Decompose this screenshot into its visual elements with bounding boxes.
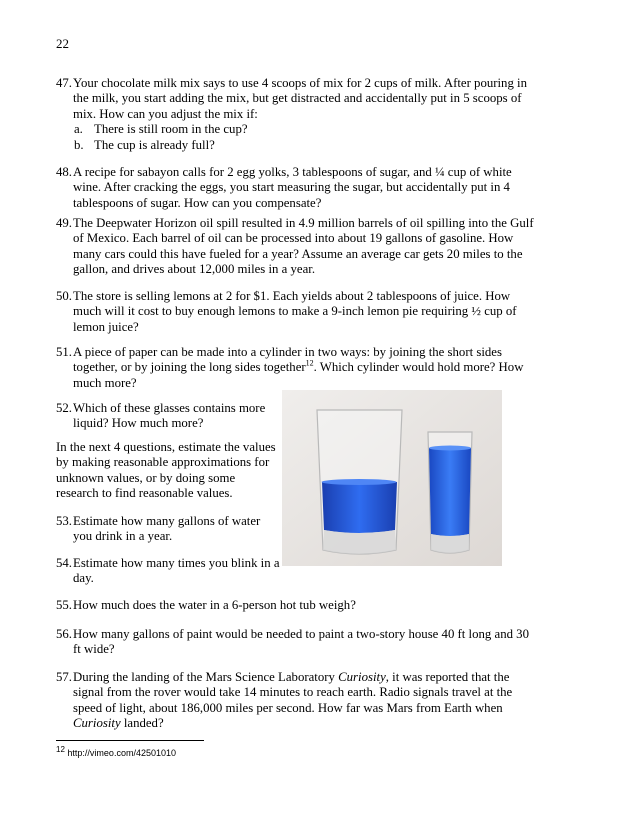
question-number: 48. bbox=[56, 165, 72, 179]
question-number: 47. bbox=[56, 76, 72, 90]
sub-label: b. bbox=[74, 137, 84, 152]
wide-glass-base bbox=[323, 530, 396, 554]
question-49 bbox=[56, 216, 536, 278]
instruction-text: In the next 4 questions, estimate the values by making reasonable approximations for unknown values, or by doing some research to find reasonable values. bbox=[56, 440, 276, 501]
footnote-rule bbox=[56, 740, 204, 741]
sub-label: a. bbox=[74, 122, 83, 137]
question-text: A recipe for sabayon calls for 2 egg yolks, 3 tablespoons of sugar, and ¼ cup of white wine. After cracking the eggs, you start measuring the sugar, but accidentally put in 4 tablespoons of sugar. How can you compensate? bbox=[73, 165, 512, 210]
question-53 bbox=[56, 514, 280, 545]
question-number: 51. bbox=[56, 345, 72, 359]
question-47 bbox=[56, 76, 536, 153]
question-number: 57. bbox=[56, 670, 72, 684]
sub-question-b bbox=[56, 138, 536, 153]
sub-question-a bbox=[56, 122, 536, 137]
italic-name: Curiosity bbox=[73, 716, 121, 731]
narrow-glass-liquid bbox=[429, 448, 471, 536]
question-text: Your chocolate milk mix says to use 4 scoops of mix for 2 cups of milk. After pouring in the milk, you start adding the mix, but get distracted and accidentally put in 5 scoops of mix. How can you adjust the mix if: bbox=[73, 76, 528, 121]
question-text: How many gallons of paint would be needed to paint a two-story house 40 ft long and 30 ft wide? bbox=[73, 627, 529, 657]
question-text: Estimate how many gallons of water you drink in a year. bbox=[73, 514, 261, 544]
question-number: 50. bbox=[56, 289, 72, 303]
wide-glass-surface bbox=[322, 479, 397, 485]
question-number: 54. bbox=[56, 556, 72, 570]
question-text: How much does the water in a 6-person hot tub weigh? bbox=[73, 598, 356, 612]
question-text: During the landing of the Mars Science Laboratory bbox=[73, 670, 339, 684]
question-57 bbox=[56, 670, 536, 732]
question-number: 56. bbox=[56, 627, 72, 641]
question-55 bbox=[56, 598, 536, 613]
glasses-illustration bbox=[282, 390, 502, 566]
question-56 bbox=[56, 627, 536, 658]
question-text-end: landed? bbox=[120, 716, 164, 731]
question-text: Estimate how many times you blink in a day. bbox=[73, 556, 280, 586]
sub-text: The cup is already full? bbox=[94, 137, 215, 152]
question-text-cont: . Which cylinder would hold more? How much more? bbox=[73, 360, 524, 390]
question-number: 52. bbox=[56, 401, 72, 415]
footnote-link[interactable]: http://vimeo.com/42501010 bbox=[67, 748, 176, 758]
question-48 bbox=[56, 165, 536, 211]
question-50 bbox=[56, 289, 536, 335]
question-text: The Deepwater Horizon oil spill resulted in 4.9 million barrels of oil spilling into the Gulf of Mexico. Each barrel of oil can be processed into about 19 gallons of gasoline. How many cars could this have fueled for a year? Assume an average car gets 20 miles to the gallon, and drives about 12,000 miles in a year. bbox=[73, 216, 534, 277]
question-number: 49. bbox=[56, 216, 72, 230]
footnote-number: 12 bbox=[56, 745, 65, 754]
narrow-glass-surface bbox=[429, 446, 471, 451]
question-text-cont: , it was reported that the signal from the rover would take 14 minutes to reach earth. Radio signals travel at the speed of light, about 186,000 miles per second. How far was Mars from Earth when bbox=[73, 670, 513, 715]
glasses-photo bbox=[282, 390, 502, 566]
page-number: 22 bbox=[56, 36, 69, 51]
narrow-glass-base bbox=[431, 534, 469, 553]
wide-glass-liquid bbox=[322, 482, 397, 533]
question-text: Which of these glasses contains more liquid? How much more? bbox=[73, 401, 266, 431]
question-text: The store is selling lemons at 2 for $1. Each yields about 2 tablespoons of juice. How much will it cost to buy enough lemons to make a 9-inch lemon pie requiring ½ cup of lemon juice? bbox=[73, 289, 517, 334]
sub-text: There is still room in the cup? bbox=[94, 122, 248, 137]
question-52 bbox=[56, 401, 280, 432]
question-51 bbox=[56, 345, 536, 391]
question-number: 53. bbox=[56, 514, 72, 528]
italic-name: Curiosity bbox=[338, 670, 386, 684]
footnote bbox=[56, 745, 176, 758]
footnote-ref: 12 bbox=[305, 359, 314, 369]
question-text: A piece of paper can be made into a cylinder in two ways: by joining the short sides together, or by joining the long sides together bbox=[73, 345, 502, 375]
question-54 bbox=[56, 556, 280, 587]
question-number: 55. bbox=[56, 598, 72, 612]
